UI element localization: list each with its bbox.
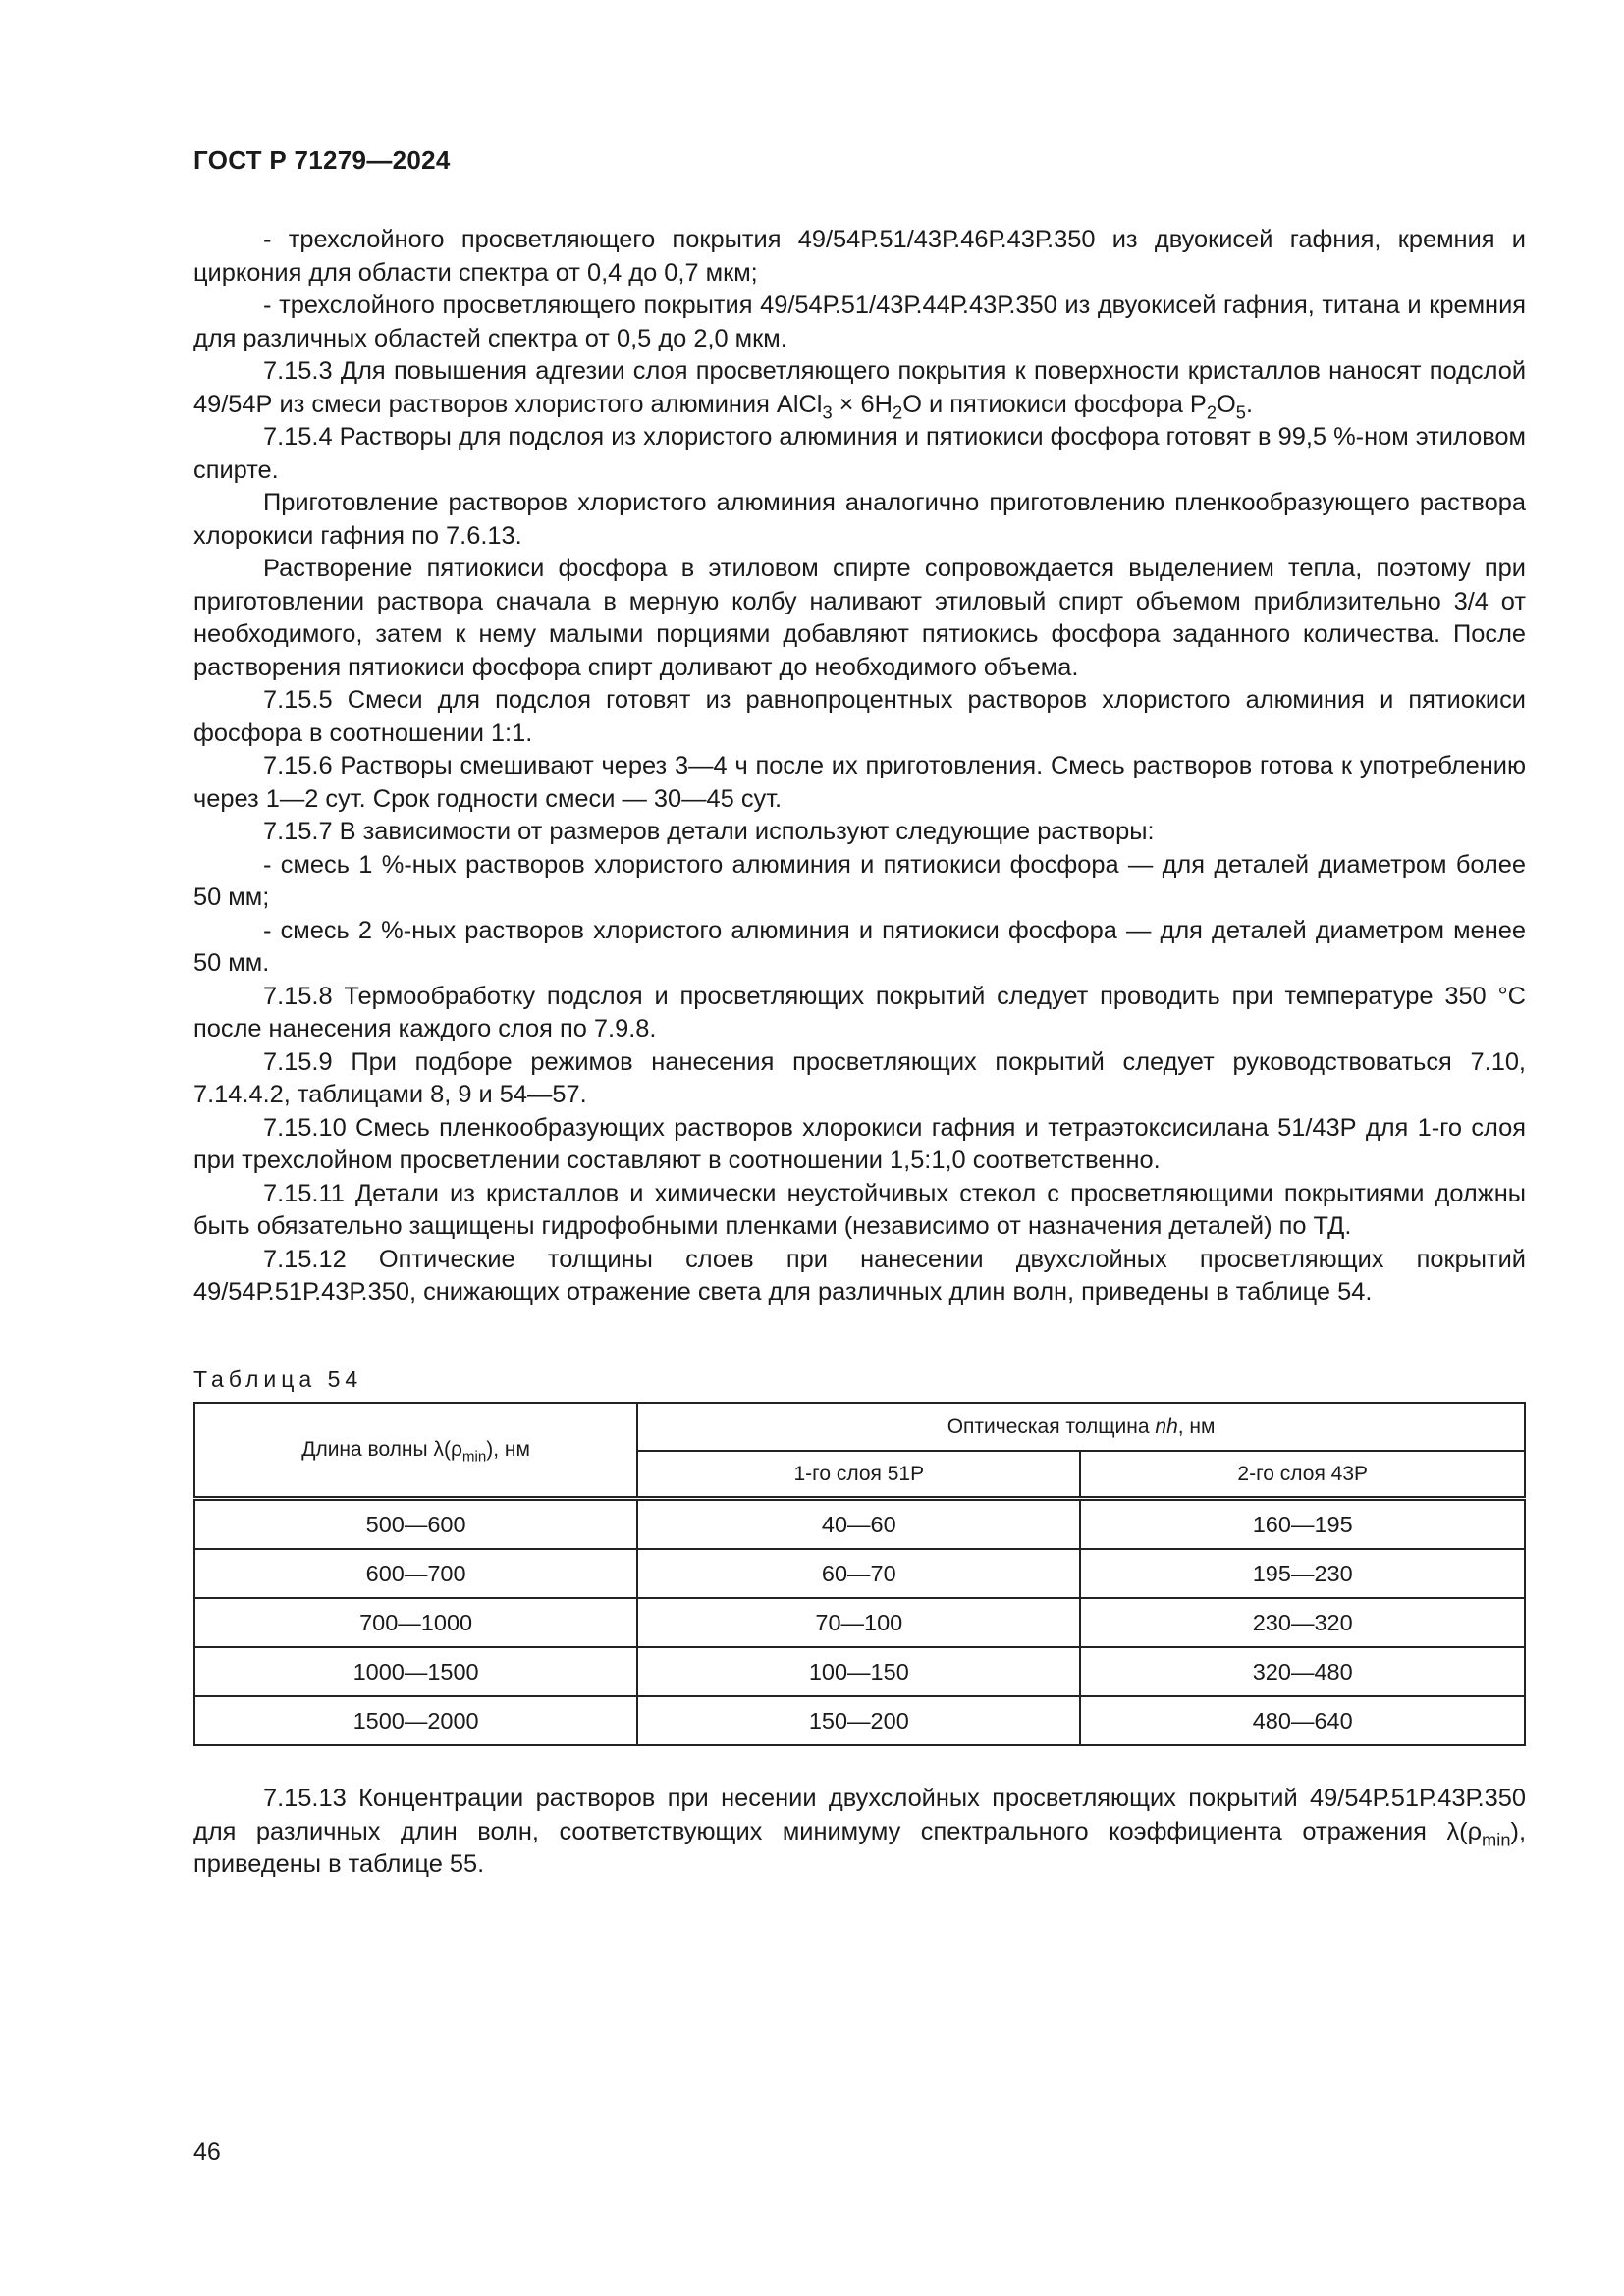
column-header-layer2: 2-го слоя 43Р xyxy=(1080,1451,1525,1499)
subscript: min xyxy=(1482,1828,1511,1849)
subscript: 2 xyxy=(1206,400,1218,422)
text-run: , нм xyxy=(1177,1415,1216,1438)
paragraph: 7.15.6 Растворы смешивают через 3—4 ч после их приготовления. Смесь растворов готова к употреблению через 1—2 сут. Срок годности смеси — 30—45 сут. xyxy=(193,752,1526,813)
table-cell: 100—150 xyxy=(637,1647,1080,1696)
page-number: 46 xyxy=(193,2138,221,2165)
table-cell: 40—60 xyxy=(637,1499,1080,1550)
text-run: × 6H xyxy=(832,390,893,418)
table-cell: 1000—1500 xyxy=(194,1647,637,1696)
text-run: . xyxy=(1245,390,1254,418)
subscript: 5 xyxy=(1235,400,1246,422)
paragraph: 7.15.9 При подборе режимов нанесения просветляющих покрытий следует руководствоваться 7.10, 7.14.4.2, таблицами 8, 9 и 54—57. xyxy=(193,1047,1526,1108)
table-cell: 150—200 xyxy=(637,1696,1080,1745)
body-text xyxy=(193,224,1526,1309)
table-row xyxy=(194,1598,1525,1647)
subscript: 3 xyxy=(822,400,833,422)
table-cell: 195—230 xyxy=(1080,1549,1525,1598)
subscript: min xyxy=(461,1448,487,1466)
table-row xyxy=(194,1647,1525,1696)
paragraph-7-15-3 xyxy=(193,355,1526,421)
paragraph-7-15-13 xyxy=(193,1783,1526,1882)
column-header-layer1: 1-го слоя 51Р xyxy=(637,1451,1080,1499)
paragraph: 7.15.7 В зависимости от размеров детали используют следующие растворы: xyxy=(263,818,1155,845)
column-group-header xyxy=(637,1403,1525,1451)
table-cell: 230—320 xyxy=(1080,1598,1525,1647)
table-cell: 700—1000 xyxy=(194,1598,637,1647)
table-cell: 160—195 xyxy=(1080,1499,1525,1550)
paragraph: 7.15.8 Термообработку подслоя и просветляющих покрытий следует проводить при температуре 350 °С после нанесения каждого слоя по 7.9.8. xyxy=(193,982,1526,1042)
paragraph: 7.15.11 Детали из кристаллов и химически неустойчивых стекол с просветляющими покрытиями должны быть обязательно защищены гидрофобными пленками (независимо от назначения деталей) по ТД. xyxy=(193,1179,1526,1240)
table-cell: 480—640 xyxy=(1080,1696,1525,1745)
table-cell: 320—480 xyxy=(1080,1647,1525,1696)
paragraph: Растворение пятиокиси фосфора в этиловом спирте сопровождается выделением тепла, поэтому при приготовлении раствора сначала в мерную колбу наливают этиловый спирт объемом приблизительно 3/4 от необходимого, затем к нему малыми порциями добавляют пятиокись фосфора заданного количества. После растворения пятиокиси фосфора спирт доливают до необходимого объема. xyxy=(193,555,1526,681)
table-cell: 60—70 xyxy=(637,1549,1080,1598)
paragraph: Приготовление растворов хлористого алюминия аналогично приготовлению пленкообразующего раствора хлорокиси гафния по 7.6.13. xyxy=(193,489,1526,550)
text-run: Длина волны λ(ρ xyxy=(301,1438,462,1461)
paragraph: 7.15.10 Смесь пленкообразующих растворов хлорокиси гафния и тетраэтоксисилана 51/43Р для 1-го слоя при трехслойном просветлении составляют в соотношении 1,5:1,0 соответственно. xyxy=(193,1113,1526,1174)
document-header: ГОСТ Р 71279—2024 xyxy=(193,145,451,175)
paragraph: - смесь 2 %-ных растворов хлористого алюминия и пятиокиси фосфора — для деталей диаметром менее 50 мм. xyxy=(193,916,1526,977)
paragraph: 7.15.12 Оптические толщины слоев при нанесении двухслойных просветляющих покрытий 49/54Р.51Р.43Р.350, снижающих отражение света для различных длин волн, приведены в таблице 54. xyxy=(193,1245,1526,1306)
paragraph: 7.15.4 Растворы для подслоя из хлористого алюминия и пятиокиси фосфора готовят в 99,5 %-ном этиловом спирте. xyxy=(193,423,1526,484)
table-cell: 500—600 xyxy=(194,1499,637,1550)
body-text-after-table xyxy=(193,1783,1526,1882)
table-cell: 70—100 xyxy=(637,1598,1080,1647)
column-header-wavelength xyxy=(194,1403,637,1499)
text-run: ), приведены в таблице 55. xyxy=(193,1817,1526,1878)
text-run: 7.15.3 Для повышения адгезии слоя просветляющего покрытия к поверхности кристаллов наносят подслой 49/54Р из смеси растворов хлористого алюминия AlCl xyxy=(193,357,1526,418)
table-row xyxy=(194,1499,1525,1550)
table-cell: 1500—2000 xyxy=(194,1696,637,1745)
text-run: O xyxy=(1217,390,1236,418)
text-run: 7.15.13 Концентрации растворов при несении двухслойных просветляющих покрытий 49/54Р.51Р.43Р.350 для различных длин волн, соответствующих минимуму спектрального коэффициента отражения λ(ρ xyxy=(193,1785,1526,1845)
table-54 xyxy=(193,1402,1526,1746)
subscript: 2 xyxy=(893,400,903,422)
table-caption: Таблица 54 xyxy=(193,1366,363,1392)
paragraph: - трехслойного просветляющего покрытия 49/54Р.51/43Р.44Р.43Р.350 из двуокисей гафния, титана и кремния для различных областей спектра от 0,5 до 2,0 мкм. xyxy=(193,292,1526,352)
paragraph: - трехслойного просветляющего покрытия 49/54Р.51/43Р.46Р.43Р.350 из двуокисей гафния, кремния и циркония для области спектра от 0,4 до 0,7 мкм; xyxy=(193,226,1526,287)
paragraph: - смесь 1 %-ных растворов хлористого алюминия и пятиокиси фосфора — для деталей диаметром более 50 мм; xyxy=(193,850,1526,911)
paragraph: 7.15.5 Смеси для подслоя готовят из равнопроцентных растворов хлористого алюминия и пятиокиси фосфора в соотношении 1:1. xyxy=(193,686,1526,747)
text-run: Оптическая толщина xyxy=(947,1415,1156,1438)
table-row xyxy=(194,1549,1525,1598)
table-row xyxy=(194,1696,1525,1745)
italic-text: nh xyxy=(1155,1415,1178,1438)
table-cell: 600—700 xyxy=(194,1549,637,1598)
text-run: O и пятиокиси фосфора P xyxy=(902,390,1207,418)
text-run: ), нм xyxy=(486,1438,530,1461)
